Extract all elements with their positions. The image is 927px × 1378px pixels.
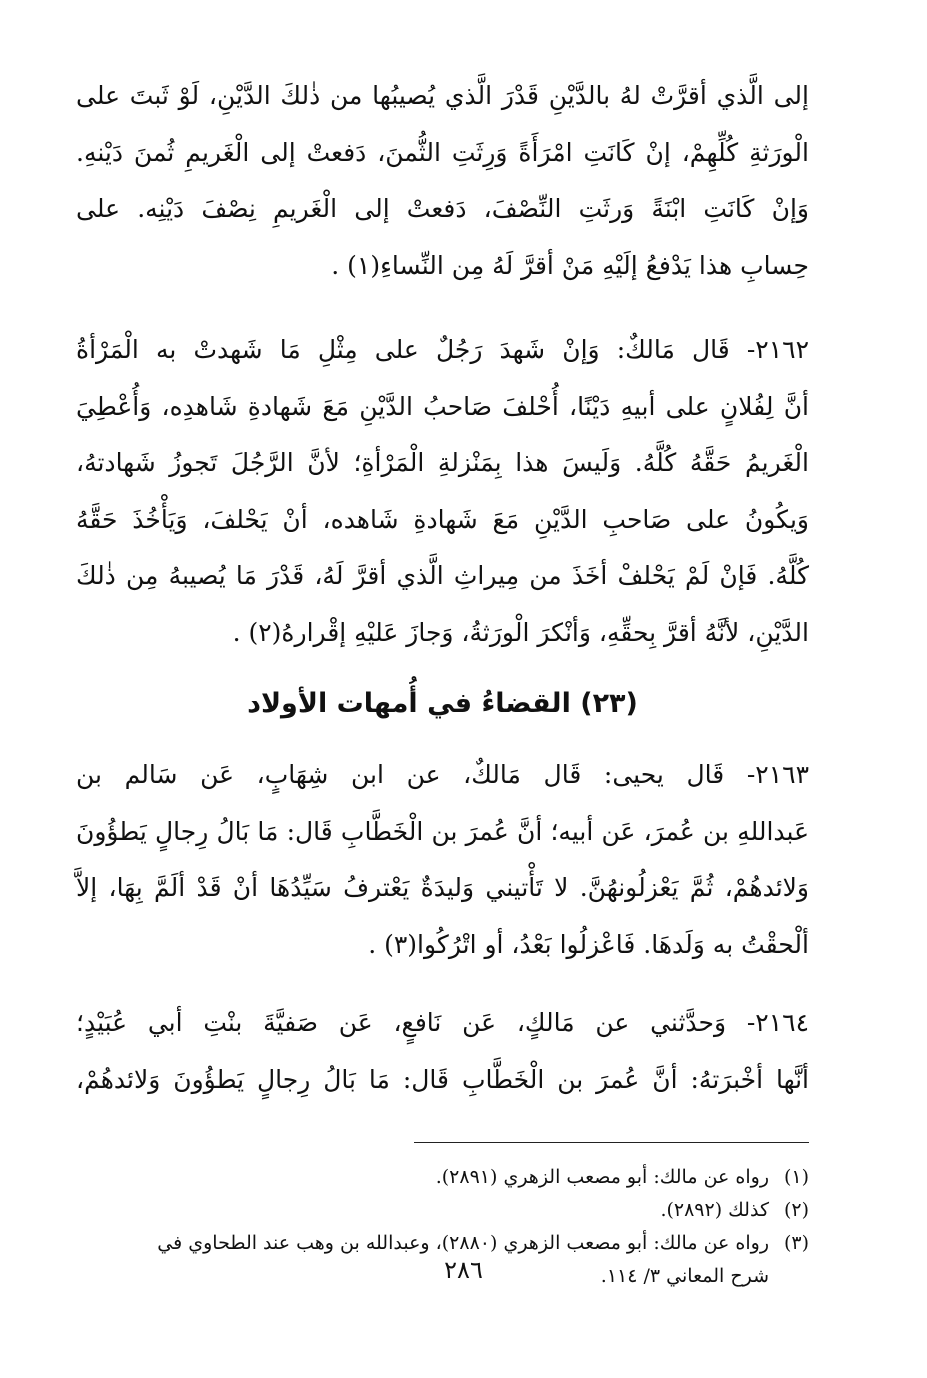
paragraph-2164 [76, 995, 809, 1108]
text-line: الْغَريمُ حَقَّهُ كُلَّهُ. وَلَيسَ هذا بِمَنْزلةِ الْمَرْأةِ؛ لأنَّ الرَّجُلَ تَجوزُ شَهادتهُ، [76, 448, 809, 477]
paragraph-inheritance [76, 68, 809, 294]
text-line: إلى الَّذي أقرَّتْ لهُ بالدَّيْنِ قَدْرَ الَّذي يُصيبُها من ذٰلكَ الدَّيْنِ، لَوْ ثَبتَ على [76, 81, 810, 110]
text-line: ٢١٦٤- وَحدَّثني عن مَالكٍ، عَن نَافعٍ، عَن صَفيَّةَ بنْتِ أبي عُبَيْدٍ؛ [76, 1008, 809, 1037]
paragraph-2162 [76, 322, 809, 661]
footnote-1 [76, 1161, 809, 1194]
footnote-text: رواه عن مالك: أبو مصعب الزهري (٢٨٩١). [435, 1166, 769, 1188]
text-line: أنَّها أخْبرَتهُ: أنَّ عُمرَ بن الْخَطَّابِ قَال: مَا بَالُ رِجالٍ يَطؤُونَ وَلائدهُمْ، [76, 1064, 810, 1094]
text-line: وَلائدهُمْ، ثُمَّ يَعْزلُونهُنَّ. لا تَأْتيني وَليدَةٌ يَعْترفُ سَيِّدُهَا أنْ قَدْ ألَمَّ بِهَا، إلاَّ [76, 873, 809, 902]
page-number: ٢٨٦ [444, 1256, 483, 1284]
text-line: وَإنْ كَانَتِ ابْنَةً وَرثَتِ النِّصْفَ، دَفعتْ إلى الْغَريمِ نِصْفَ دَيْنِه. على [76, 194, 809, 223]
text-line: وَيكُونُ على صَاحبِ الدَّيْنِ مَعَ شَهادةِ شَاهده، أنْ يَحْلفَ، وَيَأْخُذَ حَقَّهُ [76, 504, 809, 534]
text-line: ٢١٦٢- قَال مَالكٌ: وَإنْ شَهدَ رَجُلٌ على مِثْلِ مَا شَهدتْ به الْمَرْأةُ [76, 335, 809, 364]
footnote-text: كذلك (٢٨٩٢). [660, 1199, 769, 1221]
text-line: ألْحقْتُ به وَلَدهَا. فَاعْزلُوا بَعْدُ، أو اتْرُكُوا(٣) . [368, 929, 809, 959]
paragraph-2163 [76, 747, 809, 973]
footnote-continuation: شرح المعاني ٣/ ١١٤. [600, 1265, 769, 1287]
text-line: الْورَثةِ كُلِّهِمْ، إنْ كَانَتِ امْرَأَةً وَرِثَتِ الثُّمنَ، دَفعتْ إلى الْغَريمِ ثُمنَ دَيْنهِ. [76, 137, 809, 167]
text-line: ٢١٦٣- قَال يحيى: قَال مَالكٌ، عن ابن شِهَابٍ، عَن سَالم بن [76, 760, 809, 789]
footnote-number: (٢) [783, 1199, 809, 1221]
text-line: أنَّ لِفُلانٍ على أبيهِ دَيْنًا، أُحْلفَ صَاحبُ الدَّيْنِ مَعَ شَهادةِ شَاهدِه، وَأُعْطِيَ [76, 391, 809, 421]
footnote-2 [76, 1194, 809, 1227]
footnote-number: (٣) [783, 1232, 809, 1254]
footnote-number: (١) [783, 1166, 809, 1188]
footnote-divider [414, 1142, 809, 1143]
chapter-heading: (٢٣) القضاءُ في أُمهات الأولاد [247, 688, 638, 719]
text-line: عَبداللهِ بن عُمرَ، عَن أبيه؛ أنَّ عُمرَ بن الْخَطَّابِ قَال: مَا بَالُ رِجالٍ يَطؤُونَ [76, 816, 809, 846]
text-line: الدَّيْنِ، لأنَّهُ أقرَّ بِحقِّهِ، وَأنْكرَ الْورَثةُ، وَجازَ عَليْهِ إقْرارهُ(٢) . [232, 617, 809, 647]
footnote-text: رواه عن مالك: أبو مصعب الزهري (٢٨٨٠)، وعبدالله بن وهب عند الطحاوي في [157, 1232, 769, 1254]
text-line: حِسابِ هذا يَدْفعُ إلَيْهِ مَنْ أقرَّ لَهُ مِن النِّساءِ(١) . [331, 250, 809, 280]
text-line: كُلَّهُ. فَإنْ لَمْ يَحْلفْ أخَذَ من مِيراثِ الَّذي أقرَّ لَهُ، قَدْرَ مَا يُصيبهُ مِن ذٰلكَ [76, 561, 809, 590]
